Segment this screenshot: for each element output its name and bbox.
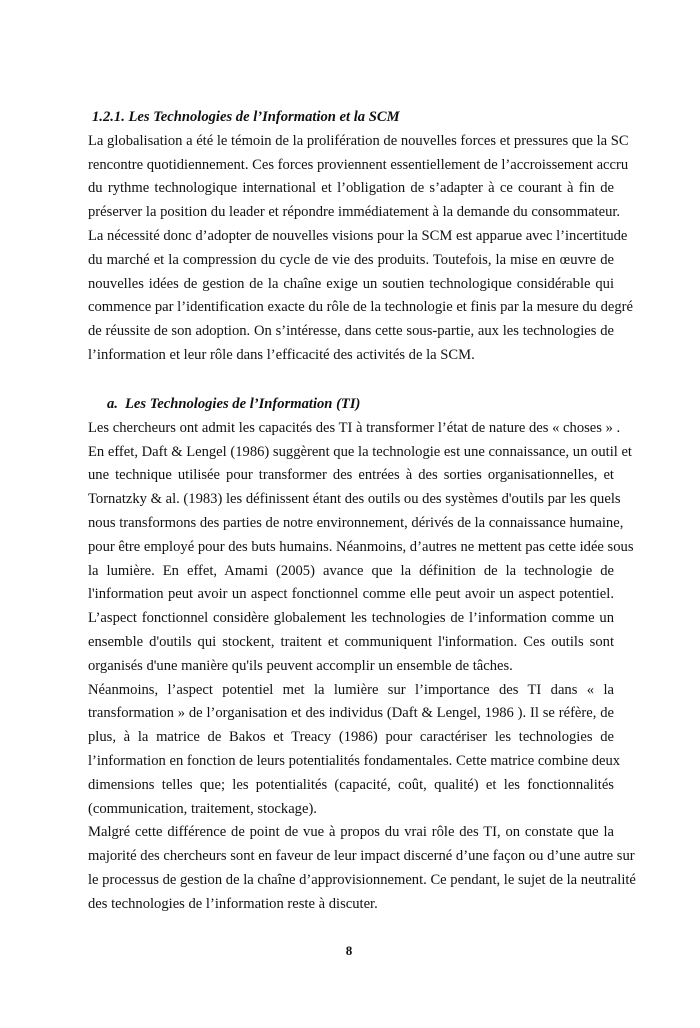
text-line: En effet, Daft & Lengel (1986) suggèrent que la technologie est une connaissance, un outil et: [88, 443, 632, 460]
text-line: rencontre quotidiennement. Ces forces proviennent essentiellement de l’accroissement accru: [88, 156, 629, 173]
paragraph: [88, 417, 634, 679]
subsection-heading: [88, 393, 614, 417]
text-line: une technique utilisée pour transformer des entrées à des sorties organisationnelles, et: [88, 467, 614, 484]
subsection-number: a.: [107, 396, 118, 412]
text-line: Tornatzky & al. (1983) les définissent étant des outils ou des systèmes d'outils par les quels: [88, 491, 621, 508]
page-number: 8: [345, 943, 353, 958]
paragraph: [88, 679, 621, 822]
section-1-2-1: [88, 106, 634, 368]
text-line: commence par l’identification exacte du rôle de la technologie et finis par la mesure du degré: [88, 299, 634, 316]
section-heading: 1.2.1. Les Technologies de l’Information et la SCM: [92, 109, 400, 125]
text-line: nous transformons des parties de notre environnement, dérivés de la connaissance humaine,: [88, 514, 624, 531]
text-line: l’information et leur rôle dans l’efficacité des activités de la SCM.: [88, 346, 475, 363]
section-body: [88, 130, 634, 368]
text-line: L’aspect fonctionnel considère globalement les technologies de l’information comme un: [88, 610, 614, 627]
text-line: (communication, traitement, stockage).: [88, 800, 317, 817]
text-line: Les chercheurs ont admit les capacités des TI à transformer l’état de nature des « choses » .: [88, 419, 621, 436]
text-line: nouvelles idées de gestion de la chaîne exige un soutien technologique considérable qui: [88, 275, 614, 292]
text-line: l'information peut avoir un aspect fonctionnel comme elle peut avoir un aspect potentiel.: [88, 586, 614, 603]
text-line: des technologies de l’information reste à discuter.: [88, 895, 378, 912]
text-line: La globalisation a été le témoin de la prolifération de nouvelles forces et pressures que la SC: [88, 132, 629, 149]
text-line: Néanmoins, l’aspect potentiel met la lumière sur l’importance des TI dans « la: [88, 681, 614, 698]
text-line: transformation » de l’organisation et des individus (Daft & Lengel, 1986 ). Il se réfère, de: [88, 705, 614, 722]
text-line: la lumière. En effet, Amami (2005) avance que la définition de la technologie de: [88, 562, 614, 579]
subsection-a: [88, 393, 636, 917]
text-line: du marché et la compression du cycle de vie des produits. Toutefois, la mise en œuvre de: [88, 251, 614, 268]
text-line: préserver la position du leader et répondre immédiatement à la demande du consommateur.: [88, 204, 621, 221]
text-line: le processus de gestion de la chaîne d’approvisionnement. Ce pendant, le sujet de la neutralité: [88, 871, 636, 888]
text-line: du rythme technologique international et l’obligation de s’adapter à ce courant à fin de: [88, 180, 614, 197]
text-line: Malgré cette différence de point de vue à propos du vrai rôle des TI, on constate que la: [88, 824, 614, 841]
paragraph: [88, 821, 636, 916]
subsection-title: Les Technologies de l’Information (TI): [125, 396, 361, 412]
text-line: l’information en fonction de leurs potentialités fondamentales. Cette matrice combine deux: [88, 752, 621, 769]
paragraph: [88, 130, 634, 368]
text-line: ensemble d'outils qui stockent, traitent et communiquent l'information. Ces outils sont: [88, 633, 614, 650]
text-line: dimensions telles que; les potentialités (capacité, coût, qualité) et les fonctionnalités: [88, 776, 614, 793]
text-line: La nécessité donc d’adopter de nouvelles visions pour la SCM est apparue avec l’incertitude: [88, 227, 628, 244]
subsection-body: [88, 417, 636, 917]
text-line: plus, à la matrice de Bakos et Treacy (1986) pour caractériser les technologies de: [88, 729, 614, 746]
text-line: organisés d'une manière qu'ils peuvent accomplir un ensemble de tâches.: [88, 657, 513, 674]
text-line: de réussite de son adoption. On s’intéresse, dans cette sous-partie, aux les technologies de: [88, 323, 614, 340]
text-line: pour être employé pour des buts humains. Néanmoins, d’autres ne mettent pas cette idée sous: [88, 538, 634, 555]
text-line: majorité des chercheurs sont en faveur de leur impact discerné d’une façon ou d’une autre sur: [88, 848, 635, 865]
